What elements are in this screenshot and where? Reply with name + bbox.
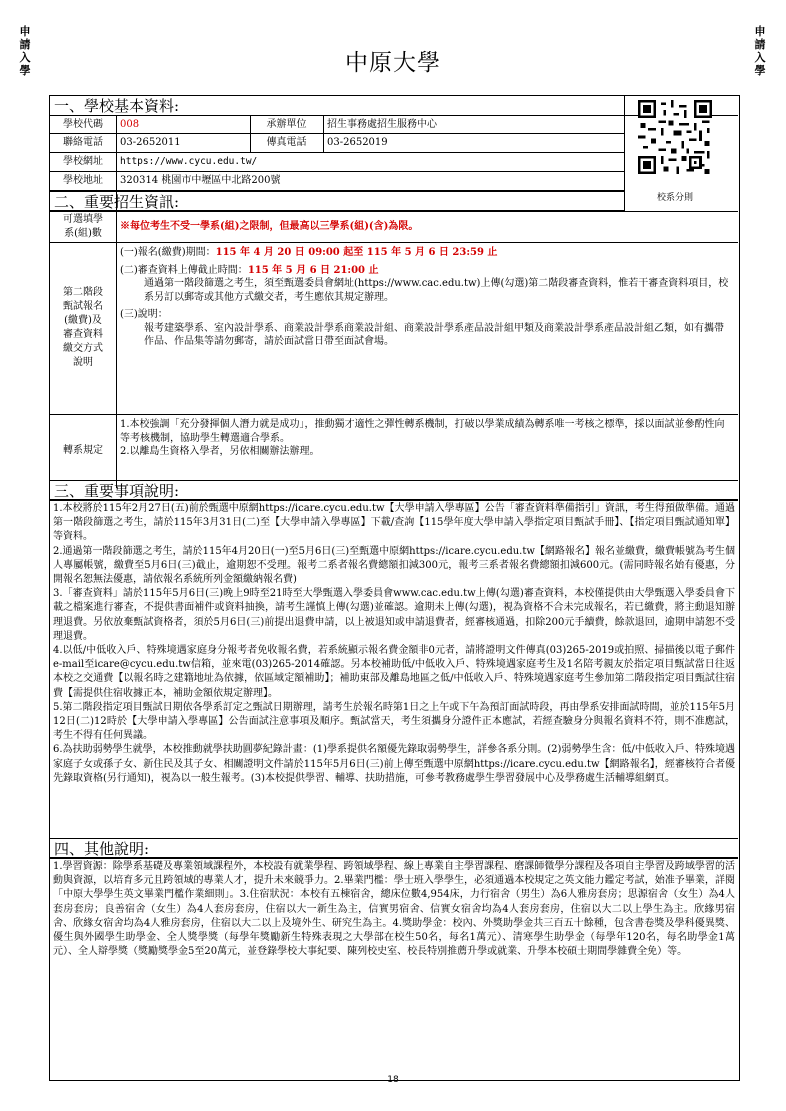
website-value[interactable]: https://www.cycu.edu.tw/ [120,156,258,167]
unit-label: 承辦單位 [266,119,307,130]
item1-head: (一)報名(繳費)期間： [120,247,216,258]
transfer-label: 轉系規定 [63,445,103,456]
second-stage-label-line: 說明 [73,357,93,368]
fax-value: 03-2652019 [327,137,388,148]
transfer-rule-1: 1.本校強調「充分發揮個人潛力就是成功」，推動獨才適性之彈性轉系機制，打破以學業成績為轉系唯一考核之標準，採以面試並參酌性向等考核機制，協助學生轉選適合學系。 [120,419,725,444]
website-label: 學校網址 [63,156,103,167]
section-1-heading: 一、學校基本資料: [50,96,738,116]
important-note-item: 5.第二階段指定項目甄試日期依各學系訂定之甄試日期辦理，請考生於報名時第1日之上午或下午為預訂面試時段，再由學系安排面試時間，並於115年5月12日(二)12時於【大學申請入學專區】公告面試注意事項及順序。甄試當天，考生須攜身分證件正本應試，若經查驗身分與報名資料不符，則不准應試，考生不得有任何異議。 [53,701,735,742]
qr-caption: 校系分則 [656,193,693,203]
item2-value: 115 年 5 月 6 日 21:00 止 [247,264,379,276]
second-stage-label-line: 甄試報名 [63,301,103,312]
item1-value: 115 年 4 月 20 日 09:00 起至 115 年 5 月 6 日 23:59 止 [215,247,498,258]
item3-head: (三)說明： [120,309,168,320]
unit-value: 招生事務處招生服務中心 [327,119,437,130]
section-4-heading: 四、其他說明: [50,838,738,858]
second-stage-label-line: 繳交方式 [63,343,103,354]
phone-value: 03-2652011 [120,137,181,148]
second-stage-label-line: 第二階段 [63,287,103,298]
item3-text: 報考建築學系、室內設計學系、商業設計學系商業設計組、商業設計學系產品設計組甲類及商業設計學系產品設計組乙類，如有攜帶作品、作品集等請勿郵寄，請於面試當日帶至面試會場。 [144,322,724,347]
address-label: 學校地址 [63,175,103,186]
second-stage-content [120,246,732,349]
important-note-item: 4.以低/中低收入戶、特殊境遇家庭身分報考者免收報名費，若系統顯示報名費金額非0元者，請將證明文件傳真(03)265-2019或拍照、掃描後以電子郵件e-mail至icare@cycu.edu.tw信箱，並來電(03)265-2014確認。另本校補助低/中低收入戶、特殊境遇家庭考生及1名陪考親友於指定項目甄試當日往返本校之交通費【以報名時之建籍地址為依據，依區域定額補助】；補助東部及離島地區之低/中低收入戶、特殊境遇家庭考生參加第二階段指定項目甄試往宿費【需提供住宿收據正本，補助金額依規定辦理】。 [53,645,735,699]
address-value: 320314 桃園市中壢區中北路200號 [120,175,281,186]
second-stage-label-line: (繳費)及 [64,315,102,326]
important-note-item: 6.為扶助弱勢學生就學，本校推動就學扶助圓夢紀錄計畫：(1)學系提供名額優先錄取弱勢學生，詳參各系分則。(2)弱勢學生含：低/中低收入戶、特殊境遇家庭子女或孫子女、新住民及其子女、相關證明文件請於115年5月6日(三)前上傳至甄選中原網https://icare.cycu.edu.tw【網路報名】，經審核符合者優先錄取資格(另行通知)，視為以一般生報考。(3)本校提供學習、輔導、扶助措施，可參考教務處學生學習發展中心及學務處生活輔導組網頁。 [53,744,735,784]
important-note-item: 3.「審查資料」請於115年5月6日(三)晚上9時至21時至大學甄選入學委員會www.cac.edu.tw上傳(勾選)審查資料，本校僅提供由大學甄選入學委員會下載之檔案進行審查，不提供書面補件或資料抽換，請考生謹慎上傳(勾選)並確認。逾期未上傳(勾選)，視為資格不合未完成報名，若已繳費，將主動退知辦理退費。另依放棄甄試資格者，須於5月6日(三)前提出退費申請，以上被退知或申請退費者，經審核通過，扣除200元手續費，餘款退回，逾期申請恕不受理退費。 [53,588,735,642]
item2-head: (二)審查資料上傳截止時間： [120,264,248,276]
section-2-heading: 二、重要招生資訊: [50,191,624,211]
page-title: 中原大學 [345,50,441,76]
important-note-item: 1.本校將於115年2月27日(五)前於甄選中原網https://icare.cycu.edu.tw【大學申請入學專區】公告「審查資料準備指引」資訊，考生得預做準備。通過第一階段篩選之考生，請於115年3月31日(二)至【大學申請入學專區】下載/查詢【115學年度大學申請入學指定項目甄試手冊】、【指定項目甄試通知單】等資料。 [53,503,735,543]
transfer-content [120,418,732,459]
important-note-item: 2.通過第一階段篩選之考生，請於115年4月20日(一)至5月6日(三)至甄選中原網https://icare.cycu.edu.tw【網路報名】報名並繳費，繳費帳號為考生個人專屬帳號，繳費至5月6日(三)截止，逾期恕不受理。報考二系者報名費總額扣減300元，報考三系者報名費總額扣減600元。(需同時報名始有優惠，分開報名恕無法優惠，請依報名系統所列金額繳納報名費) [53,545,735,586]
second-stage-label-line: 審查資料 [63,329,103,340]
fill-count-value: ※每位考生不受一學系(組)之限制，但最高以三學系(組)(含)為限。 [120,221,419,232]
qr-code-icon[interactable] [638,100,712,174]
side-label-left: 申 請 入 學 [19,25,31,77]
phone-label: 聯絡電話 [63,137,103,148]
fill-count-label: 可選填學 系(組)數 [63,214,103,239]
school-code-label: 學校代碼 [63,119,103,130]
page-number: 18 [387,1075,399,1085]
section-3-heading: 三、重要事項說明: [50,480,738,500]
side-label-right: 申 請 入 學 [754,25,766,77]
second-stage-label [50,286,116,370]
school-code-value: 008 [120,119,140,130]
fax-label: 傳真電話 [266,137,307,148]
important-notes [53,502,735,786]
item2-text: 通過第一階段篩選之考生，須至甄選委員會網址(https://www.cac.edu.tw)上傳(勾選)第二階段審查資料，惟若干審查資料項目，校系另訂以郵寄或其他方式繳交者，考生應依其規定辦理。 [144,278,729,303]
transfer-rule-2: 2.以離島生資格入學者，另依相關辦法辦理。 [120,446,320,457]
other-notes: 1.學習資源：除學系基礎及專業領域課程外，本校設有就業學程、跨領域學程、線上專業自主學習課程、磨課師微學分課程及各項自主學習及跨域學習的活動與資源，以培育多元且跨領域的專業人才，提升未來競爭力。2.畢業門檻：學士班入學學生，必須通過本校規定之英文能力鑑定考試，始准予畢業，詳閱「中原大學學生英文畢業門檻作業細則」。3.住宿狀況：本校有五棟宿舍，總床位數4,954床，力行宿舍（男生）為6人雅房套房；思源宿舍（女生）為4人套房套房；良善宿舍（女生）為4人套房套房，住宿以大一新生為主，信實男宿舍、信實女宿舍均為4人套房套房，住宿以大二以上學生為主。欣緣男宿舍、欣緣女宿舍均為4人雅房套房，住宿以大二以上及境外生、研究生為主。4.獎助學金：校內、外獎助學金共三百五十餘種，包含書卷獎及學科優異獎、優生與外國學生助學金、全人獎學獎（每學年獎勵新生特殊表現之大學部在校生50名，每名1萬元）、清寒學生助學金（每學年120名，每名助學金1萬元）、全人辯學獎（獎勵獎學金5至20萬元，並登錄學校大事紀要、陳列校史室、校長特別推薦升學或就業、升學本校碩士期間學雜費全免）等。 [53,861,735,958]
document-frame [49,95,740,1081]
